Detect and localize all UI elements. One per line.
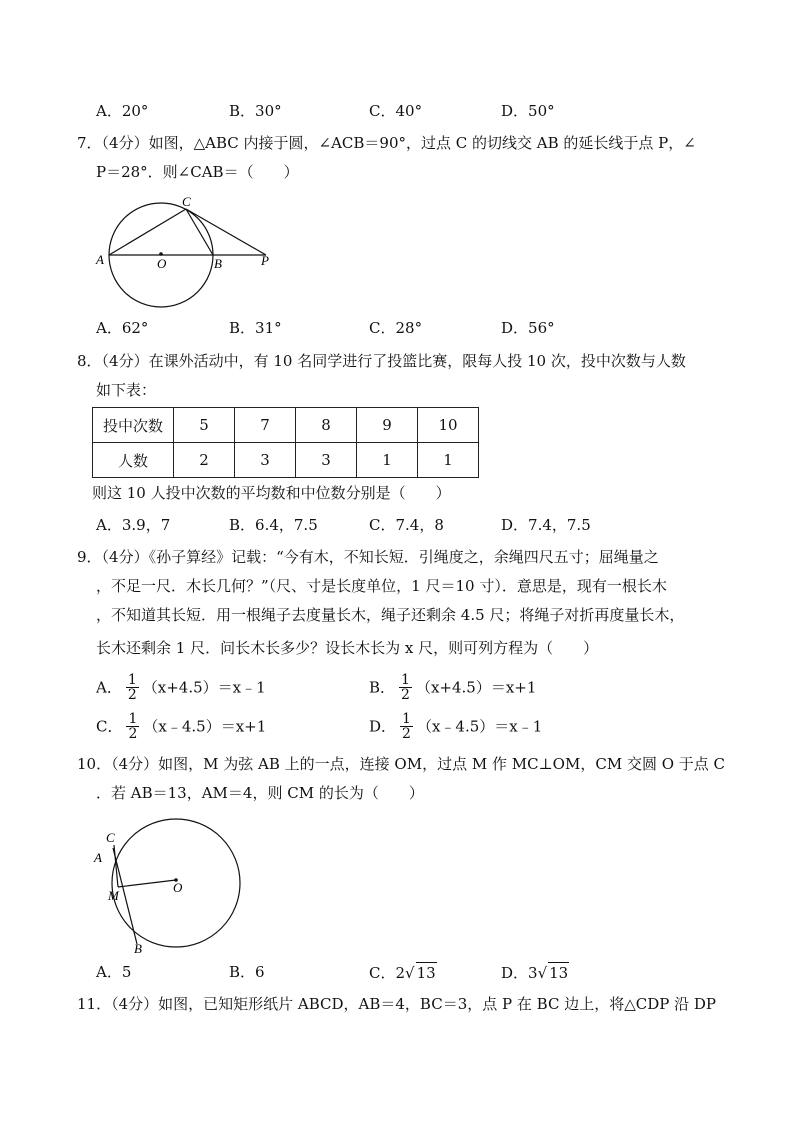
q11-stem-line-1: 11．（4分）如图，已知矩形纸片 ABCD，AB＝4，BC＝3，点 P 在 BC 边上，将△CDP 沿 DP	[77, 995, 716, 1013]
fraction-denominator: 2	[402, 726, 411, 742]
q8-option-b: B．6.4，7.5	[229, 516, 318, 534]
fraction	[126, 673, 139, 702]
q10-option-d-radicand: 13	[549, 964, 569, 982]
q10-stem-line-2: ．若 AB＝13，AM＝4，则 CM 的长为（ ）	[96, 784, 424, 802]
q10-option-c-label: C．	[369, 964, 396, 982]
q6-option-c: C．40°	[369, 102, 423, 120]
q10-option-c-radicand: 13	[416, 964, 436, 982]
q9-option-b	[369, 674, 536, 703]
q6-option-b: B．30°	[229, 102, 282, 120]
table-cell: 2	[174, 443, 235, 478]
fraction	[126, 712, 139, 741]
q8-option-d: D．7.4，7.5	[501, 516, 591, 534]
q9-stem-line-4: 长木还剩余 1 尺．问长木长多少？设长木长为 x 尺，则可列方程为（ ）	[96, 639, 599, 657]
q6-option-d: D．50°	[501, 102, 555, 120]
q7-stem-line-1: 7．（4分）如图，△ABC 内接于圆，∠ACB＝90°，过点 C 的切线交 AB 的延长线于点 P，∠	[77, 134, 696, 152]
q10-label-m: M	[108, 888, 119, 903]
table-cell: 1	[357, 443, 418, 478]
table-cell: 1	[418, 443, 479, 478]
q7-diagram	[90, 192, 290, 312]
fraction	[400, 712, 413, 741]
q9-stem-line-3: ，不知道其长短．用一根绳子去度量长木，绳子还剩余 4.5 尺；将绳子对折再度量长木，	[96, 606, 685, 624]
table-cell: 人数	[93, 443, 174, 478]
q7-option-c: C．28°	[369, 319, 423, 337]
q10-label-b: B	[134, 941, 142, 956]
q8-question: 则这 10 人投中次数的平均数和中位数分别是（ ）	[92, 484, 451, 502]
fraction-numerator: 1	[127, 672, 137, 688]
sqrt-icon: √	[405, 964, 415, 982]
q10-stem-line-1: 10．（4分）如图，M 为弦 AB 上的一点，连接 OM，过点 M 作 MC⊥OM，CM 交圆 O 于点 C	[77, 755, 726, 773]
q9-option-b-label: B．	[369, 678, 396, 697]
q10-option-b: B．6	[229, 963, 265, 981]
q9-option-c	[96, 713, 266, 742]
table-row	[93, 443, 479, 478]
q10-option-d-coef: 3	[528, 964, 538, 982]
q7-label-c: C	[182, 194, 191, 209]
q9-option-a-expr: （x+4.5）＝x﹣1	[142, 678, 266, 697]
q9-stem-line-1: 9．（4分）《孙子算经》记载：“今有木，不知长短．引绳度之，余绳四尺五寸；屈绳量之	[77, 548, 659, 566]
q7-label-o: O	[157, 256, 167, 271]
q7-label-p: P	[261, 253, 269, 268]
q10-diagram	[88, 808, 248, 958]
q10-label-o: O	[173, 880, 183, 895]
table-cell: 7	[235, 408, 296, 443]
table-cell: 5	[174, 408, 235, 443]
q9-option-d-label: D．	[369, 717, 397, 736]
q7-stem-line-2: P＝28°．则∠CAB＝（ ）	[96, 163, 299, 181]
q8-stem-line-2: 如下表：	[96, 381, 157, 399]
sqrt-icon: √	[537, 964, 548, 982]
q6-option-a: A．20°	[96, 102, 149, 120]
q7-option-b: B．31°	[229, 319, 282, 337]
q8-option-c: C．7.4，8	[369, 516, 444, 534]
table-cell: 3	[296, 443, 357, 478]
table-cell: 3	[235, 443, 296, 478]
q8-stem-line-1: 8．（4分）在课外活动中，有 10 名同学进行了投篮比赛，限每人投 10 次，投中次数与人数	[77, 352, 686, 370]
table-cell: 8	[296, 408, 357, 443]
q9-option-c-label: C．	[96, 717, 123, 736]
q10-label-c: C	[106, 830, 115, 845]
q10-option-a: A．5	[96, 963, 132, 981]
q10-option-d-label: D．	[501, 964, 529, 982]
q9-option-a	[96, 674, 266, 703]
q10-option-c	[369, 962, 437, 983]
table-cell: 9	[357, 408, 418, 443]
q7-option-d: D．56°	[501, 319, 555, 337]
fraction-numerator: 1	[401, 672, 410, 688]
fraction-denominator: 2	[401, 687, 410, 703]
fraction-numerator: 1	[128, 711, 138, 727]
table-cell: 投中次数	[93, 408, 174, 443]
q9-option-d	[369, 713, 542, 742]
q9-option-c-expr: （x﹣4.5）＝x+1	[143, 717, 267, 736]
fraction-numerator: 1	[402, 711, 411, 727]
fraction	[399, 673, 412, 702]
q7-label-b: B	[214, 256, 222, 271]
q8-option-a: A．3.9，7	[96, 516, 171, 534]
q9-option-a-label: A．	[96, 678, 122, 697]
table-row	[93, 408, 479, 443]
q10-option-d	[501, 962, 569, 983]
fraction-denominator: 2	[128, 726, 138, 742]
q8-table	[92, 407, 479, 478]
q7-label-a: A	[96, 252, 104, 267]
q10-option-c-coef: 2	[395, 964, 406, 982]
q7-option-a: A．62°	[96, 319, 149, 337]
q9-stem-line-2: ，不足一尺．木长几何？”（尺、寸是长度单位，1 尺＝10 寸）．意思是，现有一根长木	[96, 577, 667, 595]
q9-option-d-expr: （x﹣4.5）＝x﹣1	[416, 717, 543, 736]
q9-option-b-expr: （x+4.5）＝x+1	[415, 678, 537, 697]
fraction-denominator: 2	[127, 687, 137, 703]
q10-label-a: A	[94, 850, 102, 865]
table-cell: 10	[418, 408, 479, 443]
